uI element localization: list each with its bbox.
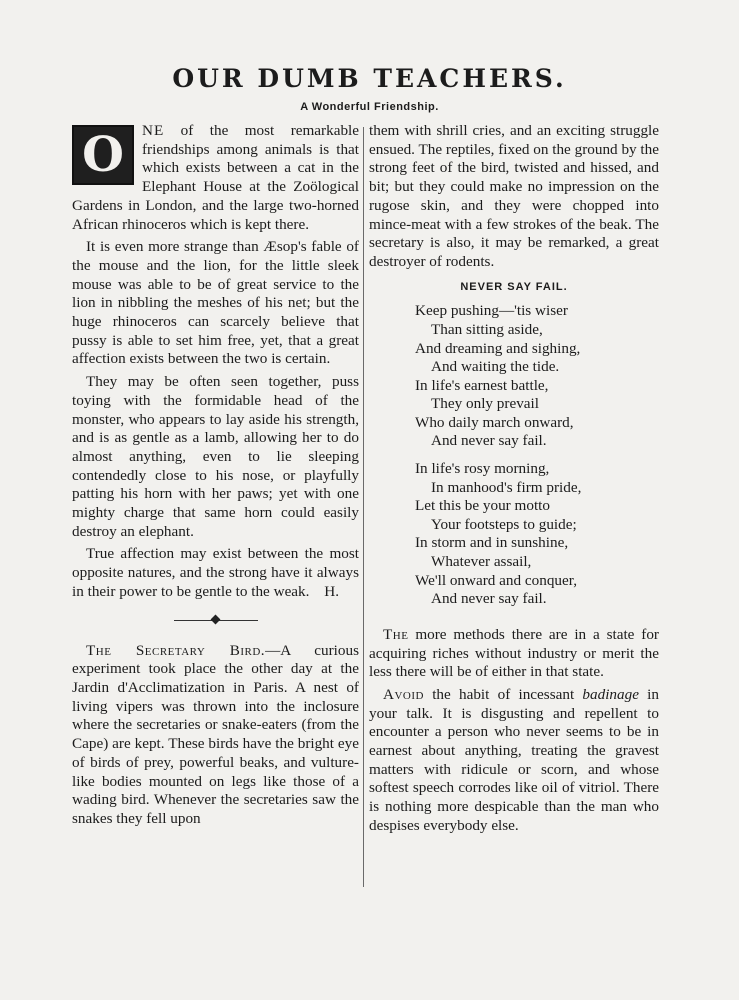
article1-paragraph-2: It is even more strange than Æsop's fable of the mouse and the lion, for the little sleek mouse was able to be of great service to the lion in nibbling the meshes of his net; but the huge rhinoceros can scarcely believe that pussy is able to set him free, yet, that a great affection exists between the two is certain. (72, 238, 359, 368)
poem-line: In manhood's firm pride, (431, 478, 582, 496)
note-1-lead: The (383, 625, 409, 643)
section-divider (72, 614, 359, 626)
page-subtitle: A Wonderful Friendship. (300, 101, 439, 113)
article1-p4-text: True affection may exist between the most opposite natures, and the strong have it always in their power to be gentle to the weak. (72, 545, 359, 600)
note-2-emphasis: badinage (582, 685, 639, 703)
poem-line: In life's earnest battle, (415, 376, 549, 394)
note-2-lead: Avoid (383, 685, 424, 703)
article2-text: —A curious experiment took place the other day at the Jardin d'Acclimatization in Paris. A nest of living vipers was thrown into the inclosure where the secretaries or snake-eaters (from the Cape) are kept. These birds have the bright eye of birds of prey, powerful beaks, and vulture-like bodies mounted on legs like those of a wading bird. Whenever the secretaries saw the snakes they fell upon (72, 641, 360, 827)
note-2-post: in your talk. It is disgusting and repellent to encounter a person who never seems to be in earnest about anything, treating the gravest matters with ridicule or scorn, and whose softest speech corrodes like oil of vitriol. There is nothing more despicable than the man who despises everybody else. (369, 685, 659, 834)
article2-lead: The Secretary Bird. (86, 641, 266, 659)
poem-line: We'll onward and conquer, (415, 571, 578, 589)
poem-line: And never say fail. (431, 590, 547, 608)
poem-line: And never say fail. (431, 432, 547, 450)
poem-line: Let this be your motto (415, 497, 550, 515)
article1-signature: H. (324, 582, 339, 600)
note-1 (369, 626, 659, 682)
spacer (369, 618, 659, 626)
article1-paragraph-1 (72, 122, 359, 234)
right-column (369, 122, 659, 840)
note-2 (369, 686, 659, 836)
poem-line: In life's rosy morning, (415, 460, 550, 478)
poem-stanza-2 (415, 460, 659, 609)
note-1-text: more methods there are in a state for acquiring riches without industry or merit the less there will be of either in that state. (369, 625, 659, 681)
poem-line: Who daily march onward, (415, 413, 574, 431)
poem-line: In storm and in sunshine, (415, 534, 569, 552)
article1-p1-text: of the most remarkable friendships among animals is that which exists between a cat in the Elephant House at the Zoölogical Gardens in London, and the large two-horned African rhinoceros which is kept there. (72, 122, 359, 233)
article1-paragraph-3: They may be often seen together, puss toying with the formidable head of the monster, who appears to lay aside his strength, and is as gentle as a lamb, allowing her to do almost anything, even to lie sleeping contendedly close to his nose, or playfully patting his horn with her paws; yet with one mighty charge that same horn could easily destroy an elephant. (72, 373, 359, 540)
article2-paragraph (72, 642, 359, 829)
poem-stanza-1 (415, 302, 659, 451)
article1-lead: NE (142, 122, 165, 139)
note-2-pre: the habit of incessant (423, 685, 583, 703)
poem-title: NEVER SAY FAIL. (460, 280, 568, 293)
poem-line: Than sitting aside, (431, 320, 543, 338)
column-rule (363, 127, 364, 887)
dropcap-letter: O (82, 127, 124, 183)
left-column (72, 122, 359, 833)
poem-line: And waiting the tide. (431, 358, 560, 376)
poem-line: They only prevail (431, 395, 539, 413)
poem-line: And dreaming and sighing, (415, 339, 581, 357)
poem-line: Your footsteps to guide; (431, 515, 577, 533)
dropcap-ornament (72, 125, 134, 185)
page-title: OUR DUMB TEACHERS. (172, 64, 567, 93)
poem-line: Keep pushing—'tis wiser (415, 302, 568, 320)
poem-line: Whatever assail, (431, 553, 532, 571)
article2-continued: them with shrill cries, and an exciting struggle ensued. The reptiles, fixed on the ground by the strong feet of the bird, twisted and hissed, and bit; but they could make no impression on the rugose skin, and they were chopped into mince-meat with a few strokes of the beak. The secretary is also, it may be remarked, a great destroyer of rodents. (369, 122, 659, 270)
article1-paragraph-4 (72, 545, 359, 601)
divider-diamond-icon (211, 614, 221, 624)
